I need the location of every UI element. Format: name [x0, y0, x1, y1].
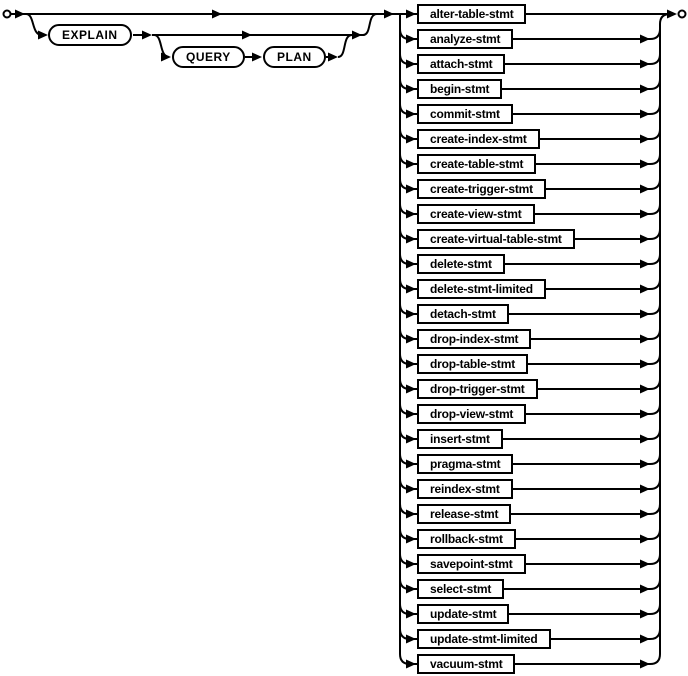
row-line	[650, 179, 660, 189]
arrow-icon	[640, 485, 650, 494]
nonterminal-drop-view-stmt[interactable]: drop-view-stmt	[417, 404, 526, 424]
terminal-query: QUERY	[172, 46, 245, 68]
row-line	[650, 379, 660, 389]
plan-merge-curve	[338, 35, 352, 57]
nonterminal-savepoint-stmt[interactable]: savepoint-stmt	[417, 554, 526, 574]
arrow-icon	[640, 110, 650, 119]
nonterminal-drop-trigger-stmt[interactable]: drop-trigger-stmt	[417, 379, 538, 399]
arrow-icon	[142, 31, 152, 40]
start-node-icon	[4, 11, 11, 18]
arrow-icon	[640, 660, 650, 669]
nonterminal-select-stmt[interactable]: select-stmt	[417, 579, 504, 599]
arrow-icon	[406, 185, 416, 194]
row-line	[650, 429, 660, 439]
arrow-icon	[406, 485, 416, 494]
arrow-icon	[406, 60, 416, 69]
arrow-icon	[406, 460, 416, 469]
arrow-icon	[640, 385, 650, 394]
arrow-icon	[212, 10, 222, 19]
nonterminal-update-stmt[interactable]: update-stmt	[417, 604, 509, 624]
nonterminal-create-view-stmt[interactable]: create-view-stmt	[417, 204, 535, 224]
row-line	[650, 104, 660, 114]
row-line	[650, 154, 660, 164]
row-line	[650, 79, 660, 89]
row-line	[650, 129, 660, 139]
row-line	[650, 354, 660, 364]
row-line	[650, 204, 660, 214]
row-line	[650, 654, 660, 664]
arrow-icon	[406, 660, 416, 669]
arrow-icon	[252, 53, 262, 62]
row-line	[650, 254, 660, 264]
arrow-icon	[15, 10, 25, 19]
arrow-icon	[406, 560, 416, 569]
arrow-icon	[328, 53, 338, 62]
nonterminal-create-virtual-table-stmt[interactable]: create-virtual-table-stmt	[417, 229, 575, 249]
arrow-icon	[406, 310, 416, 319]
nonterminal-attach-stmt[interactable]: attach-stmt	[417, 54, 505, 74]
arrow-icon	[640, 610, 650, 619]
row-line	[650, 304, 660, 314]
nonterminal-commit-stmt[interactable]: commit-stmt	[417, 104, 513, 124]
arrow-icon	[640, 160, 650, 169]
arrow-icon	[406, 35, 416, 44]
end-node-icon	[679, 11, 686, 18]
arrow-icon	[640, 410, 650, 419]
row-line	[650, 629, 660, 639]
nonterminal-drop-table-stmt[interactable]: drop-table-stmt	[417, 354, 528, 374]
arrow-icon	[640, 210, 650, 219]
nonterminal-create-table-stmt[interactable]: create-table-stmt	[417, 154, 536, 174]
arrow-icon	[640, 185, 650, 194]
arrow-icon	[640, 260, 650, 269]
terminal-explain: EXPLAIN	[48, 24, 132, 46]
arrow-icon	[406, 160, 416, 169]
arrow-icon	[640, 635, 650, 644]
nonterminal-create-index-stmt[interactable]: create-index-stmt	[417, 129, 540, 149]
arrow-icon	[406, 635, 416, 644]
row-line	[650, 229, 660, 239]
nonterminal-pragma-stmt[interactable]: pragma-stmt	[417, 454, 513, 474]
arrow-icon	[406, 260, 416, 269]
arrow-icon	[406, 110, 416, 119]
row-line	[650, 29, 660, 39]
arrow-icon	[406, 585, 416, 594]
arrow-icon	[640, 335, 650, 344]
arrow-icon	[352, 31, 362, 40]
arrow-icon	[640, 310, 650, 319]
nonterminal-rollback-stmt[interactable]: rollback-stmt	[417, 529, 516, 549]
row-line	[650, 329, 660, 339]
arrow-icon	[640, 535, 650, 544]
nonterminal-detach-stmt[interactable]: detach-stmt	[417, 304, 509, 324]
arrow-icon	[640, 135, 650, 144]
nonterminal-alter-table-stmt[interactable]: alter-table-stmt	[417, 4, 526, 24]
nonterminal-delete-stmt-limited[interactable]: delete-stmt-limited	[417, 279, 546, 299]
arrow-icon	[406, 410, 416, 419]
nonterminal-reindex-stmt[interactable]: reindex-stmt	[417, 479, 513, 499]
arrow-icon	[406, 510, 416, 519]
arrow-icon	[406, 285, 416, 294]
arrow-icon	[640, 85, 650, 94]
nonterminal-update-stmt-limited[interactable]: update-stmt-limited	[417, 629, 551, 649]
row-line	[650, 479, 660, 489]
nonterminal-create-trigger-stmt[interactable]: create-trigger-stmt	[417, 179, 546, 199]
terminal-plan: PLAN	[263, 46, 326, 68]
row-line	[650, 579, 660, 589]
arrow-icon	[640, 360, 650, 369]
arrow-icon	[406, 210, 416, 219]
row-line	[650, 404, 660, 414]
arrow-icon	[161, 53, 171, 62]
nonterminal-analyze-stmt[interactable]: analyze-stmt	[417, 29, 513, 49]
arrow-icon	[640, 285, 650, 294]
row-line	[650, 279, 660, 289]
arrow-icon	[640, 60, 650, 69]
nonterminal-release-stmt[interactable]: release-stmt	[417, 504, 511, 524]
arrow-icon	[406, 10, 416, 19]
nonterminal-drop-index-stmt[interactable]: drop-index-stmt	[417, 329, 531, 349]
arrow-icon	[640, 510, 650, 519]
arrow-icon	[406, 535, 416, 544]
nonterminal-begin-stmt[interactable]: begin-stmt	[417, 79, 502, 99]
nonterminal-insert-stmt[interactable]: insert-stmt	[417, 429, 503, 449]
nonterminal-delete-stmt[interactable]: delete-stmt	[417, 254, 505, 274]
arrow-icon	[38, 31, 48, 40]
nonterminal-vacuum-stmt[interactable]: vacuum-stmt	[417, 654, 515, 674]
arrow-icon	[640, 585, 650, 594]
arrow-icon	[640, 460, 650, 469]
row-line	[650, 554, 660, 564]
arrow-icon	[406, 435, 416, 444]
arrow-icon	[640, 560, 650, 569]
row-line	[650, 54, 660, 64]
row-line	[650, 454, 660, 464]
arrow-icon	[640, 235, 650, 244]
row-line	[650, 504, 660, 514]
arrow-icon	[242, 31, 252, 40]
row-line	[650, 604, 660, 614]
row-line	[650, 529, 660, 539]
explain-merge-curve	[363, 14, 377, 35]
arrow-icon	[406, 610, 416, 619]
arrow-icon	[406, 85, 416, 94]
arrow-icon	[384, 10, 394, 19]
arrow-icon	[406, 360, 416, 369]
arrow-icon	[640, 35, 650, 44]
arrow-icon	[406, 235, 416, 244]
arrow-icon	[406, 335, 416, 344]
arrow-icon	[406, 135, 416, 144]
arrow-icon	[640, 435, 650, 444]
arrow-icon	[406, 385, 416, 394]
